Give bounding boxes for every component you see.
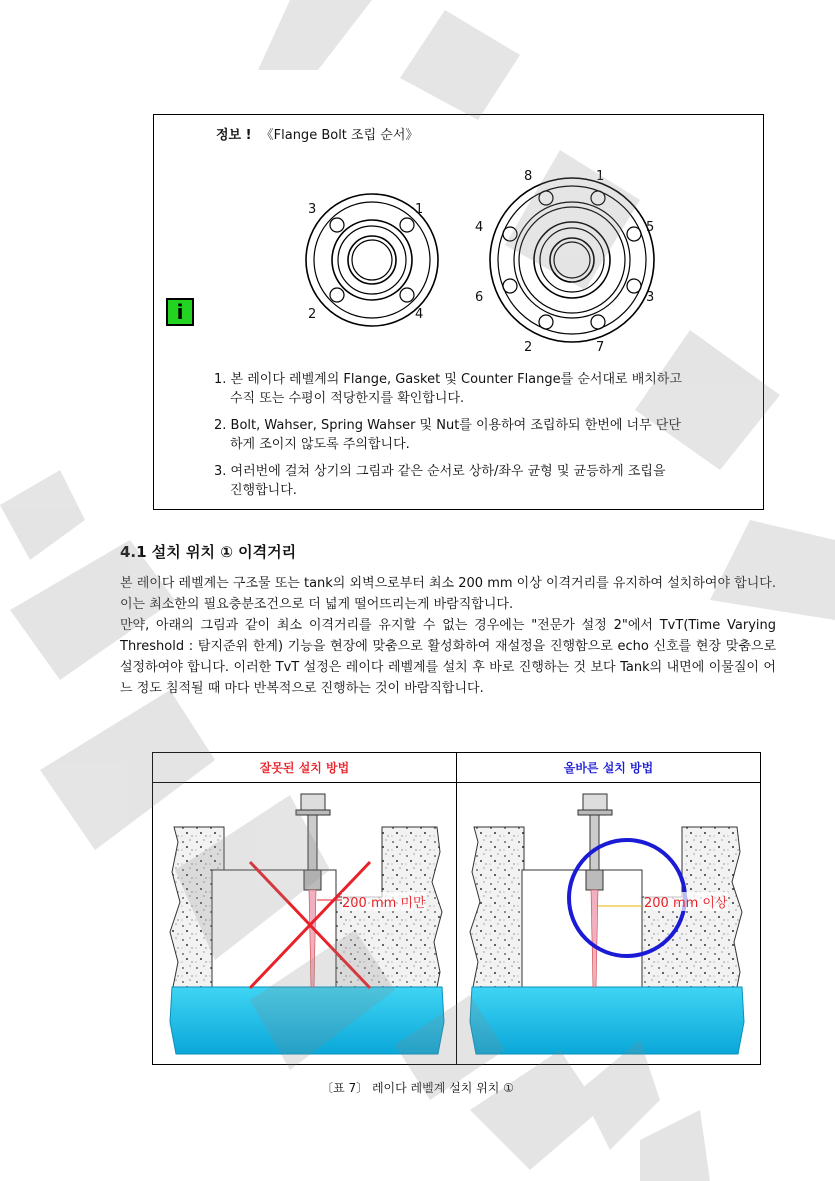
large-flange-label: 8 [524, 169, 533, 184]
assembly-steps [212, 370, 757, 508]
small-flange-label: 3 [308, 202, 317, 217]
wrong-distance-label: 200 mm 미만 [342, 892, 426, 911]
right-method-title: 올바른 설치 방법 [457, 753, 760, 783]
large-flange-label: 1 [596, 169, 605, 184]
right-distance-label: 200 mm 이상 [644, 892, 728, 911]
large-flange-label: 5 [646, 220, 655, 235]
installation-drawing [152, 782, 761, 1064]
figure-caption: 〔표 7〕 레이다 레벨계 설치 위치 ① [321, 1081, 514, 1095]
info-icon: i [166, 298, 194, 326]
small-flange-label: 2 [308, 307, 317, 322]
info-subtitle: 《Flange Bolt 조립 순서》 [260, 128, 419, 143]
section-paragraph [120, 573, 776, 699]
large-flange-label: 6 [475, 290, 484, 305]
small-flange-label: 4 [415, 307, 424, 322]
paragraph-1: 본 레이다 레벨계는 구조물 또는 tank의 외벽으로부터 최소 200 mm 이상 이격거리를 유지하여 설치하여야 합니다. 이는 최소한의 필요충분조건으로 더 넓게 떨어뜨리는게 바람직합니다. [120, 576, 776, 612]
wrong-method-title: 잘못된 설치 방법 [153, 753, 457, 783]
step-item: 1. 본 레이다 레벨계의 Flange, Gasket 및 Counter Flange를 순서대로 배치하고 수직 또는 수평이 적당한지를 확인합니다. [214, 372, 682, 406]
wrong-installation [170, 794, 444, 1054]
large-flange-label: 7 [596, 340, 605, 355]
step-item: 3. 여러번에 걸쳐 상기의 그림과 같은 순서로 상하/좌우 균형 및 균등하게 조립을 진행합니다. [214, 464, 666, 498]
step-item: 2. Bolt, Wahser, Spring Wahser 및 Nut를 이용하여 조립하되 한번에 너무 단단 하게 조이지 않도록 주의합니다. [214, 418, 681, 452]
large-flange-label: 2 [524, 340, 533, 355]
right-installation [470, 794, 744, 1054]
section-title: 4.1 설치 위치 ① 이격거리 [120, 543, 297, 561]
large-flange-label: 4 [475, 220, 484, 235]
large-flange [490, 178, 654, 342]
flange-diagram [290, 160, 690, 350]
info-title: 정보 ! 《Flange Bolt 조립 순서》 [216, 128, 419, 143]
small-flange-label: 1 [415, 202, 424, 217]
paragraph-2: 만약, 아래의 그림과 같이 최소 이격거리를 유지할 수 없는 경우에는 "전문가 설정 2"에서 TvT(Time Varying Threshold : 탐지준위 한계) 기능을 현장에 맞춤으로 활성화하여 재설정을 진행함으로 echo 신호를 현장 맞춤으로 설정하여야 합니다. 이러한 TvT 설정은 레이다 레벨계를 설치 후 바로 진행하는 것 보다 Tank의 내면에 이물질이 어느 정도 침적될 때 마다 반복적으로 진행하는 것이 바람직합니다. [120, 618, 776, 696]
large-flange-label: 3 [646, 290, 655, 305]
